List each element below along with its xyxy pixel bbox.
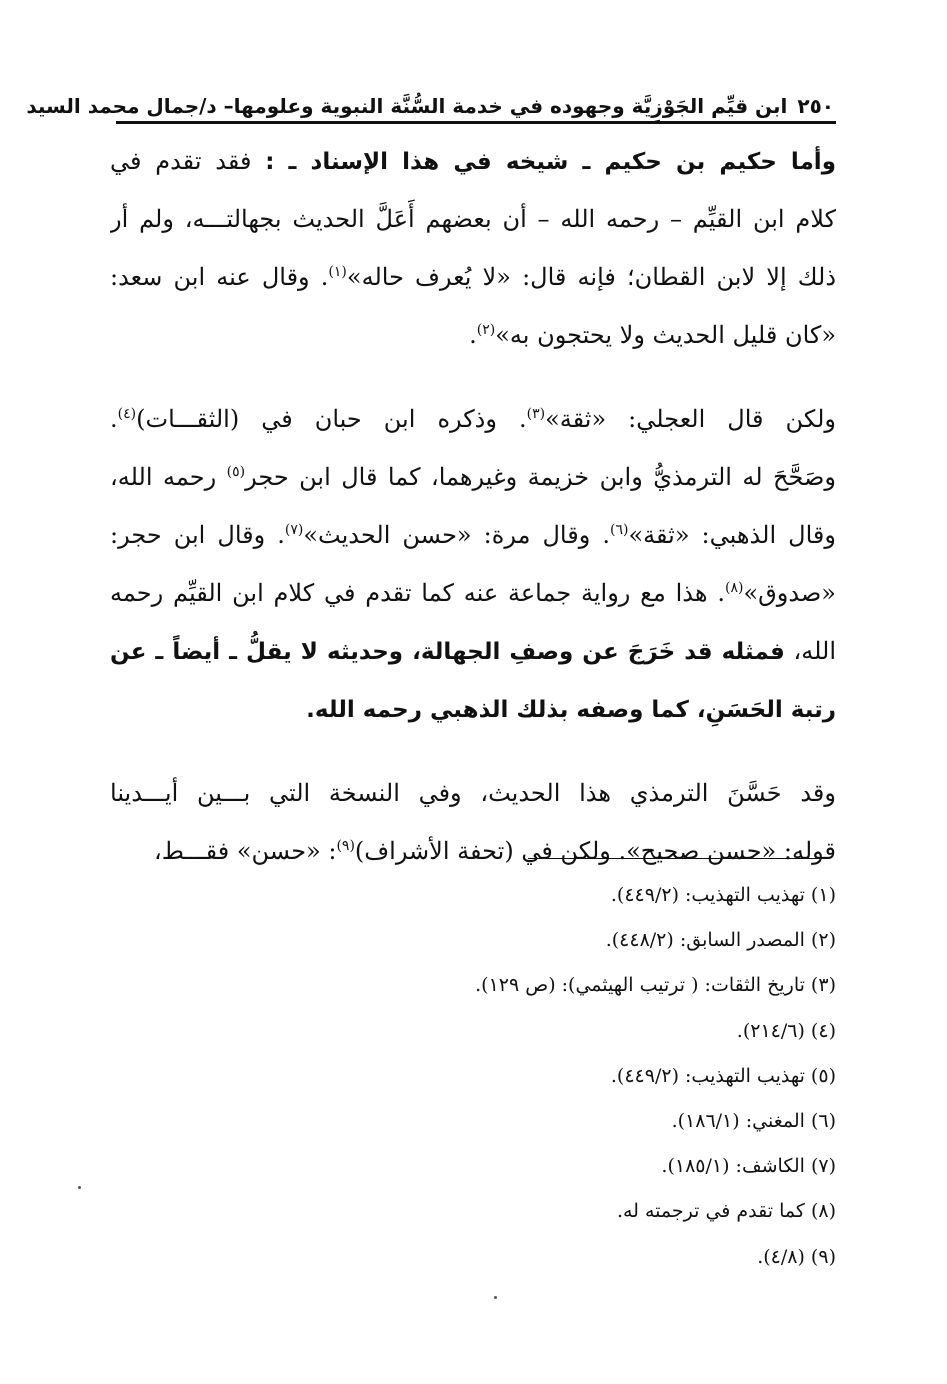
- text-run: ولكن قال العجلي: «ثقة»: [545, 405, 836, 433]
- text-line: [110, 764, 836, 822]
- bold-text-run: رتبة الحَسَنِ، كما وصفه بذلك الذهبي رحمه الله.: [306, 697, 836, 723]
- scan-speck: [494, 1296, 497, 1299]
- footnote-marker: (٨): [724, 580, 744, 596]
- paragraph: [110, 764, 836, 880]
- footnote-marker: (٩): [336, 838, 355, 854]
- text-run: . وقال مرة: «حسن الحديث»: [303, 521, 610, 549]
- text-run: وقال الذهبي: «ثقة»: [628, 521, 836, 549]
- text-run: ذلك إلا لابن القطان؛ فإنه قال: «لا يُعرف حاله»: [346, 263, 836, 291]
- paragraph: [110, 390, 836, 738]
- text-run: قوله: «حسن صحيح». ولكن في (تحفة الأشراف): [354, 837, 836, 865]
- footnote-marker: (٢): [476, 322, 496, 338]
- footnote: (٤) (٢١٤/٦).: [736, 1019, 836, 1042]
- footnote: (٢) المصدر السابق: (٤٤٨/٢).: [605, 929, 836, 952]
- text-run: .: [469, 321, 477, 349]
- text-line: [110, 248, 836, 306]
- scan-speck: [78, 1186, 81, 1189]
- text-line: [110, 622, 836, 680]
- footnote: (٧) الكاشف: (١٨٥/١).: [661, 1155, 836, 1178]
- text-run: : «حسن» فقـــط،: [153, 837, 337, 865]
- footnote: (١) تهذيب التهذيب: (٤٤٩/٢).: [610, 884, 836, 906]
- text-run: «كان قليل الحديث ولا يحتجون به»: [495, 321, 836, 349]
- text-line: [110, 390, 836, 448]
- text-line: [110, 132, 836, 190]
- bold-text-run: وأما حكيم بن حكيم ـ شيخه في هذا الإسناد ـ :: [265, 149, 836, 175]
- text-run: وصَحَّحَ له الترمذيُّ وابن خزيمة وغيرهما، كما قال ابن حجر: [245, 463, 836, 491]
- footnote: (٨) كما تقدم في ترجمته له.: [616, 1200, 836, 1223]
- paragraph-gap: [110, 738, 836, 764]
- text-line: [110, 822, 836, 880]
- text-run: رحمه الله،: [110, 463, 227, 491]
- text-line: [110, 306, 836, 364]
- paragraph: [110, 132, 836, 364]
- footnote: (٦) المغني: (١٨٦/١).: [671, 1109, 836, 1132]
- main-text: [110, 132, 836, 880]
- text-line: [110, 680, 836, 738]
- footnotes: [300, 873, 836, 1280]
- footnote: (٥) تهذيب التهذيب: (٤٤٩/٢).: [610, 1064, 836, 1087]
- footnote-marker: (٦): [609, 522, 629, 538]
- text-run: الله،: [784, 637, 836, 665]
- text-run: وقد حَسَّنَ الترمذي هذا الحديث، وفي النسخة التي بـــين أيـــدينا: [110, 779, 836, 807]
- text-line: [110, 506, 836, 564]
- footnote-separator: [528, 858, 828, 859]
- running-header: [26, 84, 834, 118]
- footnote-marker: (٥): [226, 464, 246, 480]
- text-run: .: [110, 405, 118, 433]
- footnote-marker: (٧): [284, 522, 304, 538]
- footnote-marker: (٣): [526, 406, 546, 422]
- page-number: ٢٥٠: [797, 94, 834, 118]
- text-run: كلام ابن القيِّم – رحمه الله – أن بعضهم أَعَلَّ الحديث بجهالتـــه، ولم أر: [110, 205, 836, 233]
- text-run: . وقال ابن حجر:: [110, 521, 285, 549]
- text-run: . وذكره ابن حبان في (الثقـــات): [136, 405, 527, 433]
- text-run: . هذا مع رواية جماعة عنه كما تقدم في كلام ابن القيِّم رحمه: [110, 579, 725, 607]
- text-line: [110, 564, 836, 622]
- footnote-marker: (١): [328, 264, 347, 280]
- footnote: (٣) تاريخ الثقات: ( ترتيب الهيثمي): (ص ١٢٩).: [475, 974, 836, 997]
- text-run: . وقال عنه ابن سعد:: [110, 263, 329, 291]
- bold-text-run: فمثله قد خَرَجَ عن وصفِ الجهالة، وحديثه لا يقلُّ ـ أيضاً ـ عن: [110, 639, 785, 665]
- footnote-marker: (٤): [117, 406, 137, 422]
- text-line: [110, 448, 836, 506]
- text-line: [110, 190, 836, 248]
- footnote: (٩) (٤/٨).: [757, 1245, 836, 1268]
- header-rule: [116, 121, 836, 124]
- text-run: «صدوق»: [743, 579, 836, 607]
- running-title: ابن قيِّم الجَوْزِيَّة وجهوده في خدمة السُّنَّة النبوية وعلومها– د/جمال محمد السيد: [26, 94, 788, 118]
- paragraph-gap: [110, 364, 836, 390]
- text-run: فقد تقدم في: [110, 147, 266, 175]
